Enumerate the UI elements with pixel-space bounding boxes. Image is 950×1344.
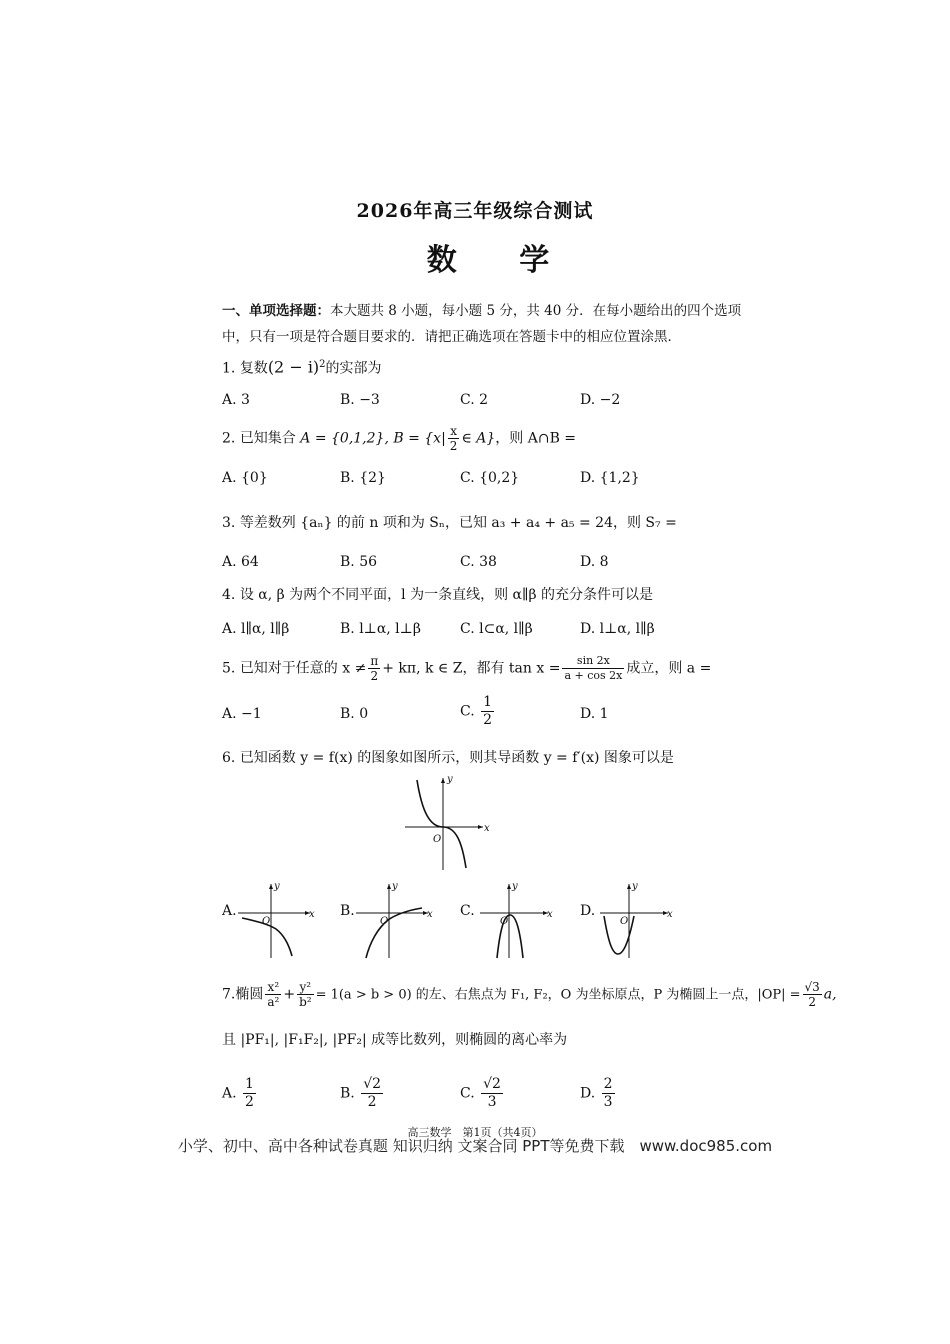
question-7-stem xyxy=(222,980,837,1009)
q7-option-b-fraction: $\frac{√2}{2}$ xyxy=(363,1076,382,1110)
section-heading: 一、单项选择题： xyxy=(222,303,330,319)
section-text: 本大题共 8 小题，每小题 5 分，共 40 分．在每小题给出的四个选项中，只有一项是符合题目要求的．请把正确选项在答题卡中的相应位置涂黑． xyxy=(222,303,742,345)
q5-option-c[interactable] xyxy=(460,694,496,729)
q7-option-a-fraction: $\frac{1}{2}$ xyxy=(245,1076,254,1110)
q7-option-b-label: B. xyxy=(340,1085,355,1102)
q4-stem: 设 α, β 为两个不同平面，l 为一条直线，则 α∥β 的充分条件可以是 xyxy=(239,587,654,603)
q6-stem: 已知函数 y = f(x) 的图象如图所示，则其导函数 y = f′(x) 图象可以是 xyxy=(239,750,674,766)
q5-option-b[interactable]: B. 0 xyxy=(340,706,369,722)
q6-option-c-graph[interactable] xyxy=(474,880,554,960)
y-axis-arrow-icon xyxy=(269,884,273,889)
q5-option-c-fraction: $\frac{1}{2}$ xyxy=(483,694,493,728)
q2-option-d[interactable]: D. {1,2} xyxy=(580,470,640,486)
y-axis-label: y xyxy=(632,881,638,892)
q2-option-c[interactable]: C. {0,2} xyxy=(460,470,520,486)
q7-stem-a: 椭圆 xyxy=(235,986,264,1003)
q2-stem-b: ，则 A∩B = xyxy=(495,430,577,447)
y-axis-arrow-icon xyxy=(387,884,391,889)
q7-option-d-fraction: $\frac{2}{3}$ xyxy=(603,1076,613,1110)
y-axis-arrow-icon xyxy=(441,778,445,783)
question-number: 6. xyxy=(222,750,236,766)
y-axis-label: y xyxy=(447,774,453,785)
y-axis-label: y xyxy=(274,881,280,892)
question-3-stem xyxy=(222,513,677,533)
q2-option-b[interactable]: B. {2} xyxy=(340,470,386,486)
q7-option-d-label: D. xyxy=(580,1085,596,1102)
question-number: 7. xyxy=(222,986,236,1003)
q5-stem-c: 成立，则 a = xyxy=(626,660,712,677)
q6-option-b-graph[interactable] xyxy=(354,880,434,960)
q7-option-c-label: C. xyxy=(460,1085,475,1102)
q7-fraction-op: $\frac{√3}{2}$ xyxy=(804,980,820,1009)
q2-fraction: $\frac{x}{2}$ xyxy=(449,424,458,453)
question-5-stem xyxy=(222,654,711,683)
origin-label: O xyxy=(620,916,629,927)
q5-option-d[interactable]: D. 1 xyxy=(580,706,609,722)
section-instructions xyxy=(222,298,742,350)
x-axis-label: x xyxy=(309,909,315,920)
question-number: 4. xyxy=(222,587,236,603)
q3-option-d[interactable]: D. 8 xyxy=(580,554,609,570)
subject-title: 数 学 xyxy=(426,243,576,278)
q3-option-c[interactable]: C. 38 xyxy=(460,554,497,570)
origin-label: O xyxy=(433,834,442,845)
q3-option-a[interactable]: A. 64 xyxy=(222,554,259,570)
q6-main-graph xyxy=(400,772,490,872)
y-axis-label: y xyxy=(512,881,518,892)
page-number: 高三数学 第1页（共4页） xyxy=(407,1126,543,1139)
q7-stem-c: a, xyxy=(823,986,837,1003)
q1-option-b[interactable]: B. −3 xyxy=(340,392,380,408)
x-axis-label: x xyxy=(667,909,673,920)
q5-option-a[interactable]: A. −1 xyxy=(222,706,262,722)
q5-fraction-pi: $\frac{\pi}{2}$ xyxy=(370,654,379,683)
q5-option-c-label: C. xyxy=(460,703,475,720)
q6-option-a-label[interactable]: A. xyxy=(222,903,237,919)
download-banner[interactable]: 小学、初中、高中各种试卷真题 知识归纳 文案合同 PPT等免费下载 www.doc985.com xyxy=(177,1137,773,1155)
q1-stem-b: 的实部为 xyxy=(325,360,382,377)
q7-fraction-x: $\frac{\text{x²}}{\text{a²}}$ xyxy=(267,980,280,1009)
q4-option-c[interactable]: C. l⊂α, l∥β xyxy=(460,621,533,637)
y-axis-arrow-icon xyxy=(507,884,511,889)
q1-exponent: 2 xyxy=(319,359,326,370)
q2-option-a[interactable]: A. {0} xyxy=(222,470,268,486)
q4-option-d[interactable]: D. l⊥α, l∥β xyxy=(580,621,655,637)
exam-title: 2026年高三年级综合测试 xyxy=(356,200,594,222)
q1-option-d[interactable]: D. −2 xyxy=(580,392,621,408)
question-6-stem xyxy=(222,748,674,768)
q6-option-b-label[interactable]: B. xyxy=(340,903,355,919)
q7-option-c-fraction: $\frac{√2}{3}$ xyxy=(483,1076,501,1110)
q7-stem-b: = 1(a > b > 0) 的左、右焦点为 F₁, F₂，O 为坐标原点，P 为椭圆上一点，|OP| = xyxy=(315,987,801,1003)
q2-set-tail: ∈ A} xyxy=(461,430,496,447)
question-number: 3. xyxy=(222,515,236,531)
question-number: 1. xyxy=(222,360,236,377)
q1-option-a[interactable]: A. 3 xyxy=(222,392,250,408)
q5-stem-a: 已知对于任意的 x ≠ xyxy=(239,660,367,677)
q4-option-b[interactable]: B. l⊥α, l⊥β xyxy=(340,621,421,637)
y-axis-label: y xyxy=(392,881,398,892)
y-axis-arrow-icon xyxy=(627,884,631,889)
q5-stem-b: + kπ, k ∈ Z，都有 tan x = xyxy=(382,660,561,677)
q7-option-c[interactable] xyxy=(460,1076,505,1111)
q7-option-b[interactable] xyxy=(340,1076,385,1111)
q6-option-c-label[interactable]: C. xyxy=(460,903,475,919)
question-number: 2. xyxy=(222,430,236,447)
q7-option-d[interactable] xyxy=(580,1076,617,1111)
question-2-stem xyxy=(222,424,576,453)
question-7-line2: 且 |PF₁|, |F₁F₂|, |PF₂| 成等比数列，则椭圆的离心率为 xyxy=(222,1032,568,1048)
f-curve xyxy=(417,780,466,868)
origin-label: O xyxy=(500,916,509,927)
q7-option-a-label: A. xyxy=(222,1085,237,1102)
q7-fraction-y: $\frac{\text{y²}}{\text{b²}}$ xyxy=(299,980,312,1009)
q2-stem-a: 已知集合 xyxy=(239,430,296,447)
x-axis-label: x xyxy=(427,909,433,920)
q5-fraction-tan: $\frac{\sin 2x}{a + \cos 2x}$ xyxy=(564,654,623,682)
q3-option-b[interactable]: B. 56 xyxy=(340,554,378,570)
q1-stem-a: 复数 xyxy=(239,360,268,377)
x-axis-label: x xyxy=(547,909,553,920)
q3-stem: 等差数列 {aₙ} 的前 n 项和为 Sₙ，已知 a₃ + a₄ + a₅ = 24，则 S₇ = xyxy=(239,515,677,531)
origin-label: O xyxy=(380,916,389,927)
x-axis-label: x xyxy=(484,823,490,834)
q6-option-d-label[interactable]: D. xyxy=(580,903,596,919)
q4-option-a[interactable]: A. l∥α, l∥β xyxy=(222,621,290,637)
question-1-stem xyxy=(222,355,382,379)
question-4-stem xyxy=(222,585,653,605)
q1-option-c[interactable]: C. 2 xyxy=(460,392,489,408)
q2-set-a: A = {0,1,2}, B = {x| xyxy=(300,430,446,447)
derivative-curve xyxy=(366,908,422,958)
origin-label: O xyxy=(262,916,271,927)
q7-option-a[interactable] xyxy=(222,1076,258,1111)
question-number: 5. xyxy=(222,660,236,677)
q1-expr: (2 − i) xyxy=(267,357,320,377)
x-axis-arrow-icon xyxy=(478,825,483,829)
q6-option-a-graph[interactable] xyxy=(236,880,316,960)
q6-option-d-graph[interactable] xyxy=(594,880,674,960)
q7-plus: + xyxy=(283,986,296,1003)
